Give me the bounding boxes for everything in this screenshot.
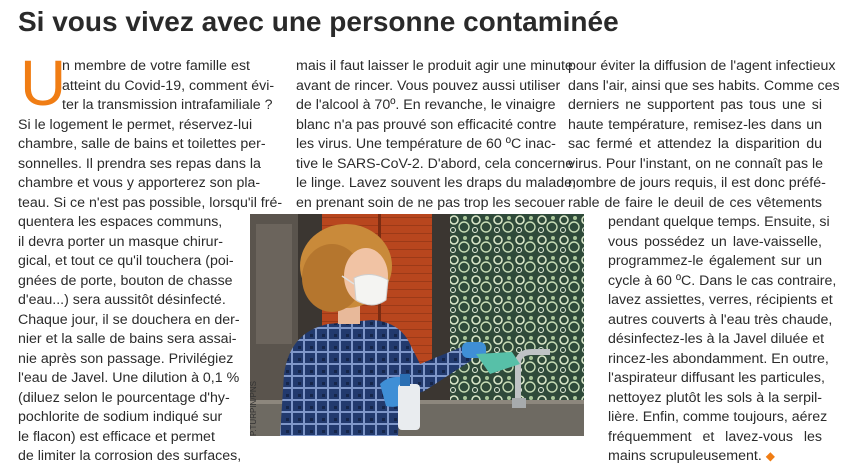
text-line: atteint du Covid-19, comment évi- bbox=[62, 77, 275, 94]
text-line: derniers ne supportent pas tous une si bbox=[568, 97, 822, 113]
article-photo bbox=[250, 214, 584, 436]
article-title: Si vous vivez avec une personne contaminée bbox=[18, 6, 619, 37]
text-line: mais il faut laisser le produit agir une minute bbox=[296, 58, 573, 74]
end-mark-icon: ◆ bbox=[765, 449, 775, 463]
text-line: chambre et vous y apporterez son pla- bbox=[18, 175, 261, 191]
column-3 bbox=[568, 57, 840, 467]
text-line: les virus. Une température de 60 ºC inac- bbox=[296, 136, 556, 152]
text-line: blanc n'a pas prouvé son efficacité contre bbox=[296, 116, 557, 133]
text-line: le flacon) est efficace et permet bbox=[18, 428, 215, 445]
text-line: haute température, remisez-les dans un bbox=[568, 116, 822, 133]
text-line: (diluez selon le pourcentage d'hy- bbox=[18, 389, 230, 406]
text-line: teau. Si ce n'est pas possible, lorsqu'il fré- bbox=[18, 194, 283, 211]
text-line: quentera les espaces communs, bbox=[18, 214, 223, 230]
text-line: Chaque jour, il se douchera en der- bbox=[18, 311, 240, 328]
photo-credit: P.TURPIN/PNS bbox=[249, 381, 258, 436]
text-line: avant de rincer. Vous pouvez aussi utiliser bbox=[296, 77, 561, 94]
woman-cleaning-kitchen-illustration bbox=[250, 214, 584, 436]
text-line: n membre de votre famille est bbox=[62, 58, 250, 74]
text-line: pour éviter la diffusion de l'agent infectieux bbox=[568, 58, 836, 74]
text-line: l'eau de Javel. Une dilution à 0,1 % bbox=[18, 370, 240, 386]
text-line: de limiter la corrosion des surfaces, bbox=[18, 448, 242, 464]
text-line: nie après son passage. Privilégiez bbox=[18, 350, 234, 367]
text-line: virus. Pour l'instant, on ne connaît pas le bbox=[568, 155, 824, 172]
text-line: gnées de porte, bouton de chasse bbox=[18, 272, 233, 289]
text-line: sonnelles. Il prendra ses repas dans la bbox=[18, 155, 261, 172]
text-line: nettoyez plutôt les sols à la serpil- bbox=[608, 389, 822, 406]
last-line-text: mains scrupuleusement. bbox=[608, 448, 762, 464]
text-line: fréquemment et lavez-vous les bbox=[608, 428, 822, 445]
text-line: nier et la salle de bains sera assai- bbox=[18, 331, 237, 347]
text-line: nombre de jours requis, il est donc préfé- bbox=[568, 175, 826, 191]
text-line: désinfectez-les à la Javel diluée et bbox=[608, 331, 825, 347]
text-line: chambre, salle de bains et toilettes per- bbox=[18, 136, 266, 152]
text-line: de l'alcool à 70º. En revanche, le vinaigre bbox=[296, 97, 556, 113]
text-line: rable de faire le deuil de ces vêtements bbox=[568, 194, 822, 211]
column-2 bbox=[296, 57, 576, 213]
text-line: pendant quelque temps. Ensuite, si bbox=[608, 214, 830, 230]
text-line: le linge. Lavez souvent les draps du malade, bbox=[296, 175, 576, 191]
drop-cap: U bbox=[20, 47, 67, 119]
text-line: lavez assiettes, verres, récipients et bbox=[608, 292, 833, 308]
text-line: l'aspirateur diffusant les particules, bbox=[608, 370, 825, 386]
text-line: gical, et tout ce qu'il touchera (poi- bbox=[18, 253, 234, 269]
text-line: pochlorite de sodium indiqué sur bbox=[18, 409, 223, 425]
text-line: vous possédez un lave-vaisselle, bbox=[608, 233, 822, 250]
text-line: ter la transmission intrafamiliale ? bbox=[62, 97, 273, 113]
text-line: rincez-les abondamment. En outre, bbox=[608, 350, 829, 367]
text-line: autres couverts à l'eau très chaude, bbox=[608, 311, 833, 328]
text-line: il devra porter un masque chirur- bbox=[18, 233, 224, 250]
text-line: en prenant soin de ne pas trop les secouer bbox=[296, 194, 565, 211]
text-line: sac fermé et attendez la disparition du bbox=[568, 136, 822, 152]
text-line: tive le SARS-CoV-2. D'abord, cela concerne bbox=[296, 155, 574, 172]
text-line: cycle à 60 ºC. Dans le cas contraire, bbox=[608, 272, 837, 289]
text-line: programmez-le également sur un bbox=[608, 253, 822, 269]
text-line: lière. Enfin, comme toujours, aérez bbox=[608, 409, 828, 425]
text-line: Si le logement le permet, réservez-lui bbox=[18, 116, 253, 133]
text-line: dans l'air, ainsi que ses habits. Comme ces bbox=[568, 77, 840, 94]
text-line: d'eau...) sera aussitôt désinfecté. bbox=[18, 292, 226, 308]
